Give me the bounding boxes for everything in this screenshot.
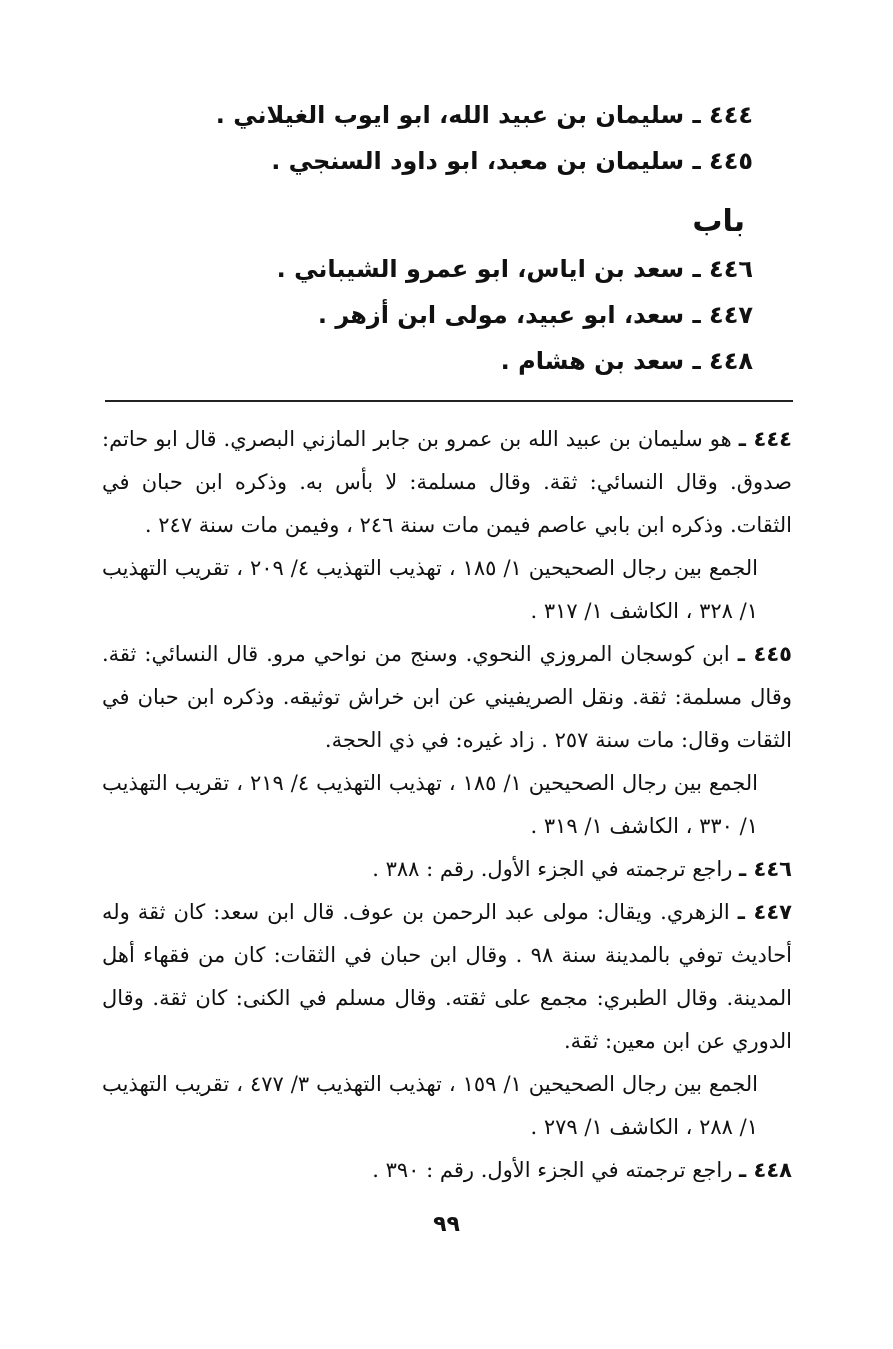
footnote-number: ٤٤٥ ـ — [737, 642, 792, 666]
footnote-444 — [102, 418, 792, 633]
footnote-body: راجع ترجمته في الجزء الأول. رقم : ٣٨٨ . — [372, 857, 733, 881]
entries-list — [215, 92, 753, 384]
entry-446: ٤٤٦ ـ سعد بن اياس، ابو عمرو الشيباني . — [276, 255, 753, 283]
footnote-body: الزهري. ويقال: مولى عبد الرحمن بن عوف. قال ابن سعد: كان ثقة وله أحاديث توفي بالمدينة سنة ٩٨ . وقال ابن حبان في الثقات: كان من فقهاء أهل المدينة. وقال الطبري: مجمع على ثقته. وقال مسلم في الكنى: كان ثقة. وقال الدوري عن ابن معين: ثقة. — [102, 900, 793, 1053]
entry-444: ٤٤٤ ـ سليمان بن عبيد الله، ابو ايوب الغيلاني . — [215, 101, 753, 129]
footnote-445 — [102, 633, 792, 848]
footnote-references: الجمع بين رجال الصحيحين ١/ ١٨٥ ، تهذيب التهذيب ٤/ ٢١٩ ، تقريب التهذيب ١/ ٣٣٠ ، الكاشف ١/ ٣١٩ . — [102, 771, 758, 838]
footnote-447 — [102, 891, 792, 1149]
entry-448: ٤٤٨ ـ سعد بن هشام . — [500, 347, 753, 375]
footnote-body: ابن كوسجان المروزي النحوي. وسنج من نواحي مرو. قال النسائي: ثقة. وقال مسلمة: ثقة. ونقل الصريفيني عن ابن خراش توثيقه. وذكره ابن حبان في الثقات وقال: مات سنة ٢٥٧ . زاد غيره: في ذي الحجة. — [102, 642, 792, 752]
footnote-448 — [102, 1149, 792, 1192]
footnote-446 — [102, 848, 792, 891]
entry-445: ٤٤٥ ـ سليمان بن معبد، ابو داود السنجي . — [271, 147, 753, 175]
footnote-references: الجمع بين رجال الصحيحين ١/ ١٨٥ ، تهذيب التهذيب ٤/ ٢٠٩ ، تقريب التهذيب ١/ ٣٢٨ ، الكاشف ١/ ٣١٧ . — [102, 556, 758, 623]
section-heading: باب — [692, 204, 745, 239]
footnote-number: ٤٤٧ ـ — [737, 900, 792, 924]
footnote-body: هو سليمان بن عبيد الله بن عمرو بن جابر المازني البصري. قال ابو حاتم: صدوق. وقال النسائي: ثقة. وقال مسلمة: لا بأس به. وذكره ابن حبان في الثقات. وذكره ابن بابي عاصم فيمن مات سنة ٢٤٦ ، وفيمن مات سنة ٢٤٧ . — [102, 427, 792, 537]
footnote-number: ٤٤٦ ـ — [739, 857, 792, 881]
footnote-number: ٤٤٨ ـ — [739, 1158, 792, 1182]
footnote-body: راجع ترجمته في الجزء الأول. رقم : ٣٩٠ . — [372, 1158, 733, 1182]
footnote-divider — [105, 400, 793, 402]
footnotes — [102, 418, 792, 1192]
footnote-references: الجمع بين رجال الصحيحين ١/ ١٥٩ ، تهذيب التهذيب ٣/ ٤٧٧ ، تقريب التهذيب ١/ ٢٨٨ ، الكاشف ١/ ٢٧٩ . — [102, 1072, 758, 1139]
page-number: ٩٩ — [433, 1212, 460, 1237]
entry-447: ٤٤٧ ـ سعد، ابو عبيد، مولى ابن أزهر . — [317, 301, 753, 329]
footnote-number: ٤٤٤ ـ — [738, 427, 792, 451]
